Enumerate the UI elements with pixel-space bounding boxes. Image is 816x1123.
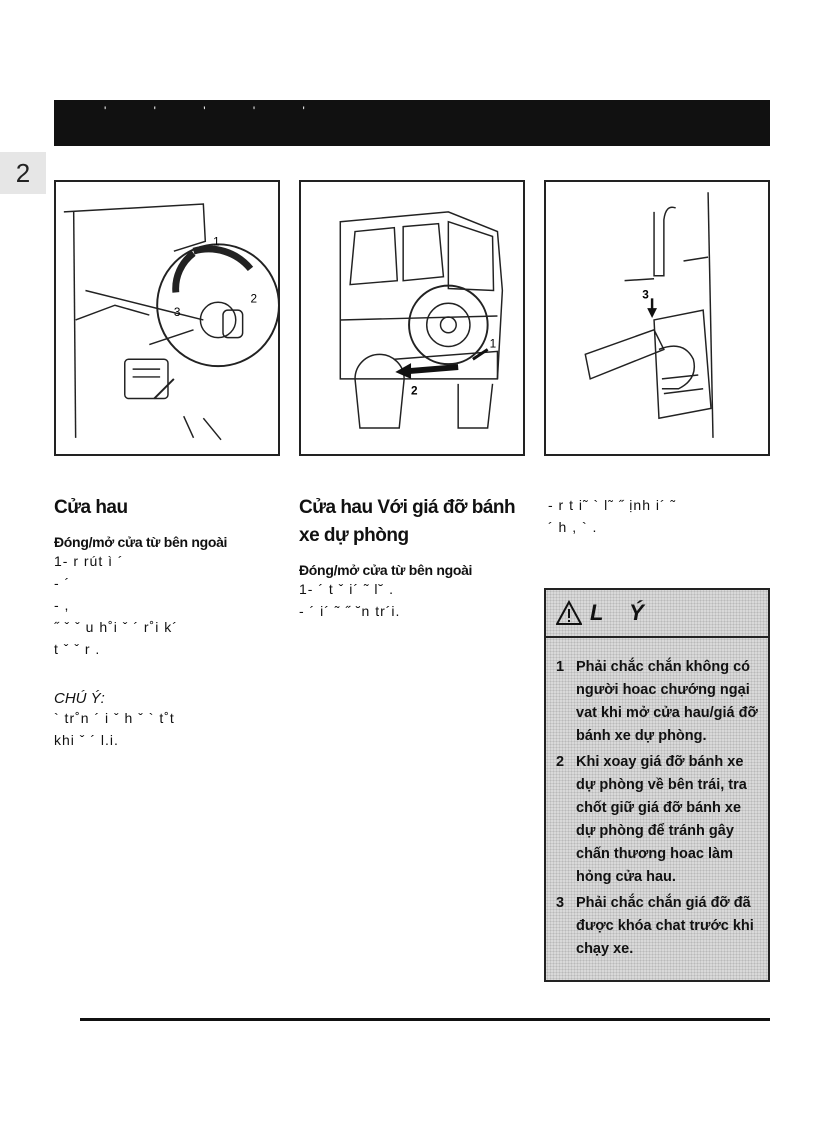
section-title: Cửa hau Với giá đỡ bánh xe dự phòng [299,497,516,546]
warning-header [546,590,768,638]
warning-item-text: Phải chắc chắn giá đỡ đã được khóa chat trước khi chạy xe. [576,895,754,957]
warning-title: L Ý [590,600,654,625]
fig2-label-1: 1 [489,337,497,351]
body-line: ´ h , ` . [548,519,598,535]
note-line: khi ˇ ´ l.i. [54,732,119,748]
body-line: - , [54,597,70,613]
body-line: t ˇ ˇ r . [54,641,101,657]
door-handle-illustration [56,182,278,454]
body-line: ˝ ˇ ˇ u h˚i ˇ ´ r˚i k´ [54,619,178,635]
fig2-label-2: 2 [411,384,418,398]
note-line: ` tr˚n ´ i ˇ h ˇ ` t˚t [54,710,175,726]
warning-item [556,892,758,961]
section-subtitle: Đóng/mở cửa từ bên ngoài [299,562,473,578]
body-line: - ´ i´ ˜ ˝ ˘n tr´i. [299,603,401,619]
fig1-label-3: 3 [173,306,181,320]
figure-vehicle-rear [299,180,525,456]
warning-list [546,638,768,961]
lock-pin-illustration [546,182,768,454]
figure-lock-pin [544,180,770,456]
warning-item-number: 1 [556,659,565,675]
column-rear-door [54,494,286,751]
body-line: 1- ´ t ˇ i´ ˜ l˘ . [299,581,394,597]
fig1-label-1: 1 [213,235,220,249]
warning-item [556,656,758,748]
footer-rule [80,1018,770,1021]
section-subtitle: Đóng/mở cửa từ bên ngoài [54,534,228,550]
header-bar [54,100,770,146]
warning-item-text: Khi xoay giá đỡ bánh xe dự phòng về bên trái, tra chốt giữ giá đỡ bánh xe dự phòng để tránh gây chấn thương hoac làm hỏng cửa hau. [576,754,747,885]
body-line: - r t i˜ ` l˜ ˝ ịnh i´ ˜ [548,497,677,513]
warning-item [556,751,758,889]
figure-door-handle [54,180,280,456]
header-text: ' ' ' ' ' [104,104,327,118]
warning-triangle-icon [556,600,582,626]
section-title: Cửa hau [54,497,128,518]
body-line: - ´ [54,575,71,591]
warning-item-number: 3 [556,895,565,911]
chapter-tab: 2 [0,152,46,194]
column-rear-door-spare [299,494,529,622]
vehicle-rear-illustration [301,182,523,454]
warning-box [544,588,770,982]
warning-item-text: Phải chắc chắn không có người hoac chướng ngại vat khi mở cửa hau/giá đỡ bánh xe dự phòng. [576,659,758,744]
body-line: 1- r rút ì ´ [54,553,124,569]
fig3-label-3: 3 [642,288,649,302]
warning-item-number: 2 [556,754,565,770]
note-title: CHÚ Ý: [54,690,105,707]
fig1-label-2: 2 [250,292,258,306]
column-lock-note [548,494,770,538]
